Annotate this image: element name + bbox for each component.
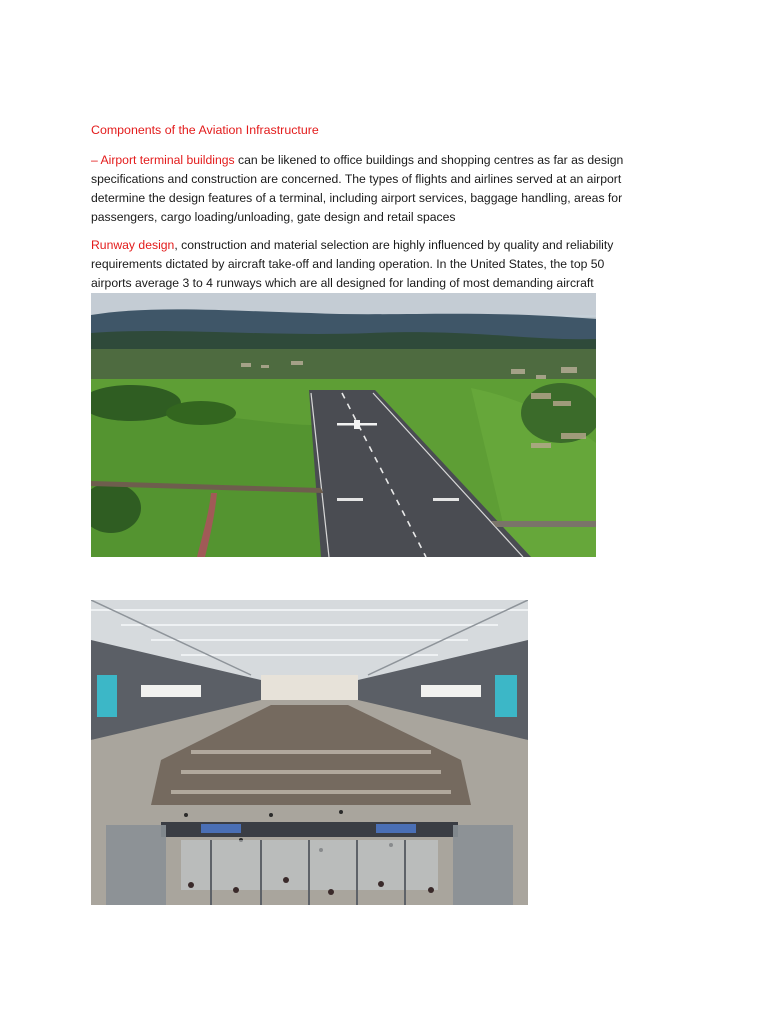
heading-text: Components of the Aviation Infrastructure bbox=[91, 123, 319, 137]
para1-line-1-text: can be likened to office buildings and shopping centres as far as design bbox=[234, 153, 624, 167]
paragraph-terminal-buildings bbox=[91, 151, 661, 227]
para2-line-1-text: , construction and material selection are highly influenced by quality and reliability bbox=[174, 238, 614, 252]
para1-line-4: passengers, cargo loading/unloading, gate design and retail spaces bbox=[91, 210, 456, 224]
section-heading bbox=[91, 121, 661, 140]
terminal-photo bbox=[91, 600, 528, 905]
runway-photo bbox=[91, 293, 596, 557]
runway-illustration bbox=[91, 293, 596, 557]
para2-line-1 bbox=[91, 236, 661, 255]
para2-line-3: airports average 3 to 4 runways which are all designed for landing of most demanding aircraft bbox=[91, 276, 594, 290]
para2-line-2: requirements dictated by aircraft take-off and landing operation. In the United States, the top 50 bbox=[91, 257, 605, 271]
term-airport-terminal-buildings: – Airport terminal buildings bbox=[91, 153, 235, 167]
para1-line-2: specifications and construction are concerned. The types of flights and airlines served at an airport bbox=[91, 172, 622, 186]
term-runway-design: Runway design bbox=[91, 238, 175, 252]
para1-line-1 bbox=[91, 151, 661, 170]
terminal-illustration bbox=[91, 600, 528, 905]
paragraph-runway-design bbox=[91, 236, 661, 293]
para1-line-3: determine the design features of a terminal, including airport services, baggage handling, areas for bbox=[91, 191, 623, 205]
